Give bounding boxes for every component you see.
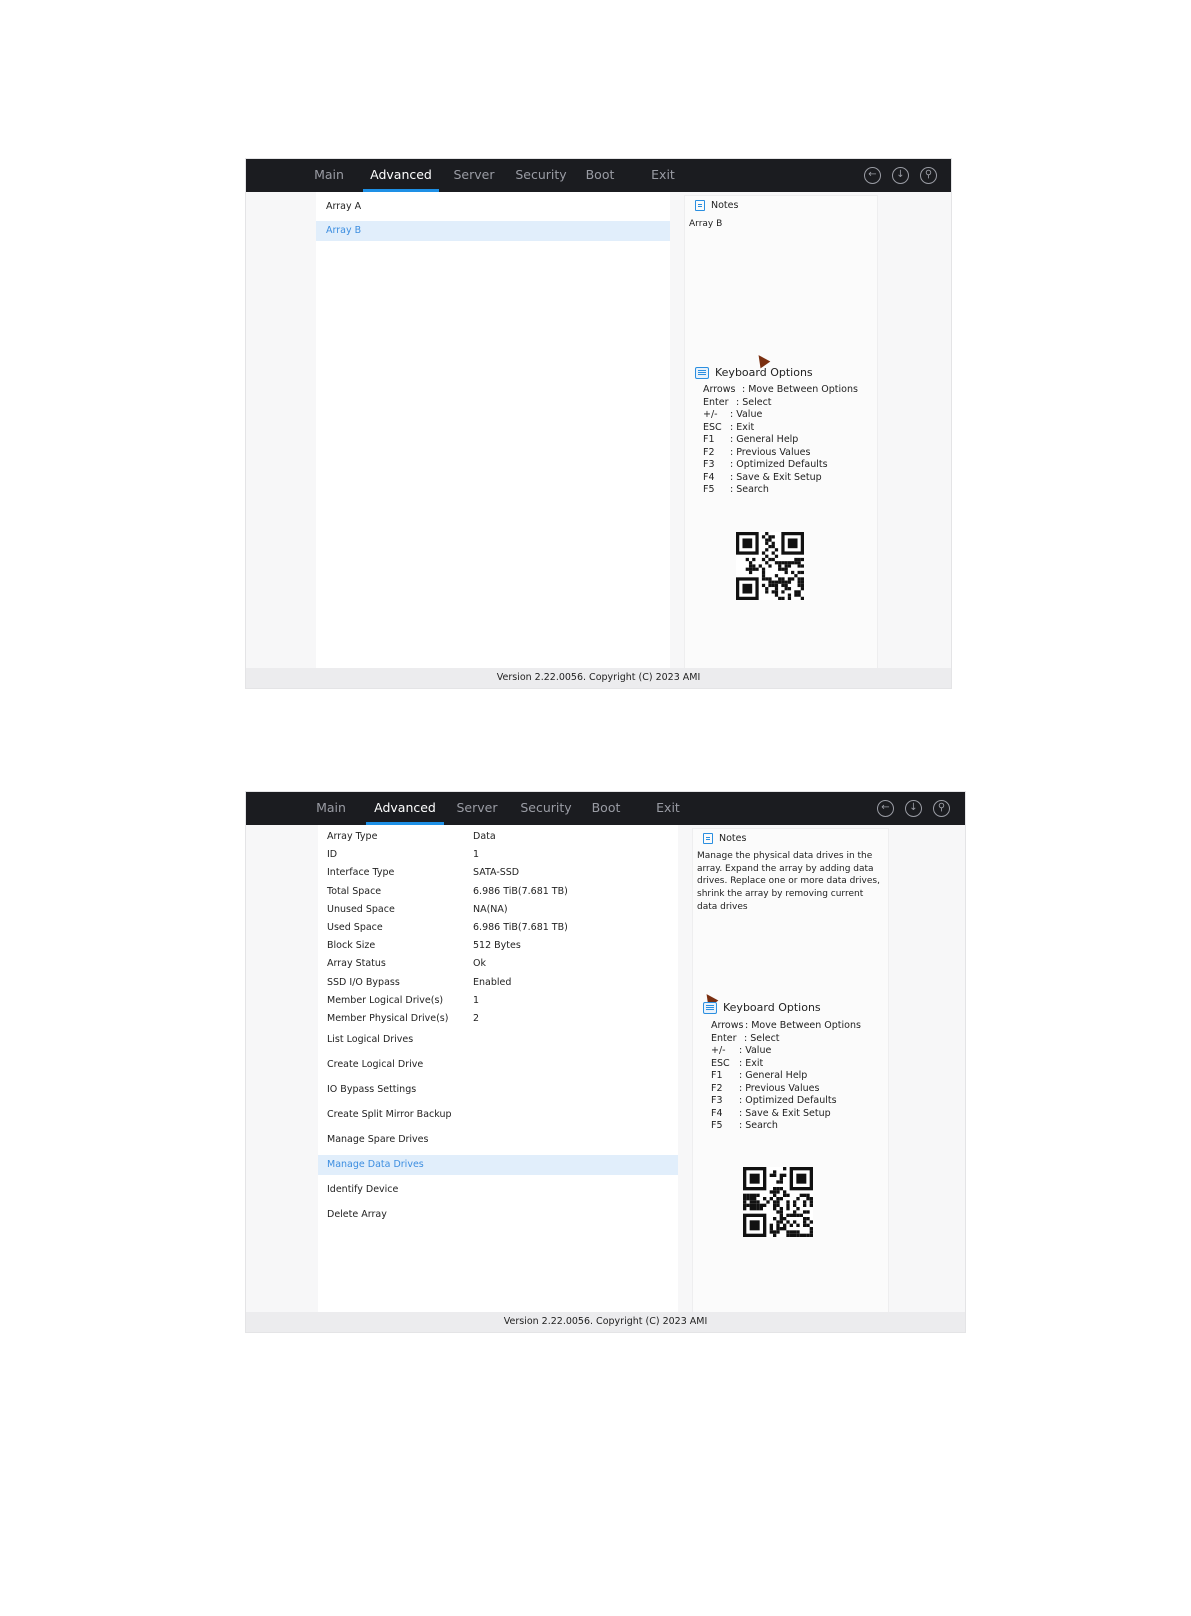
keyboard-icon	[703, 1002, 717, 1014]
top-nav-bar	[246, 159, 951, 192]
kb-desc: : Move Between Options	[742, 384, 858, 395]
tab-main[interactable]: Main	[316, 800, 346, 815]
info-value: 2	[473, 1013, 480, 1024]
info-label: SSD I/O Bypass	[327, 976, 400, 988]
notes-text: Array B	[689, 219, 723, 229]
kb-key: Arrows	[711, 1020, 744, 1031]
keyboard-options-header	[703, 1001, 821, 1014]
tab-boot[interactable]: Boot	[591, 800, 621, 815]
kb-desc: : Search	[739, 1120, 778, 1131]
kb-row-f4	[711, 1108, 861, 1121]
info-value: NA(NA)	[473, 903, 508, 915]
info-label: Used Space	[327, 922, 383, 933]
kb-row-f4	[703, 472, 858, 485]
back-icon[interactable]: ←	[864, 167, 881, 184]
kb-row-f3	[711, 1095, 861, 1108]
kb-key: Enter	[711, 1032, 737, 1044]
notes-line: Manage the physical data drives in the	[697, 851, 873, 861]
tab-security[interactable]: Security	[515, 167, 567, 182]
info-label: Member Physical Drive(s)	[327, 1013, 449, 1024]
kb-row-f3	[703, 459, 858, 472]
tab-exit[interactable]: Exit	[651, 167, 675, 182]
qr-code	[736, 532, 804, 600]
kb-key: F5	[711, 1120, 723, 1131]
search-icon[interactable]: ⚲	[920, 167, 937, 184]
kb-desc: : Save & Exit Setup	[730, 471, 822, 483]
link-manage-spare-drives[interactable]: Manage Spare Drives	[327, 1134, 429, 1145]
version-footer: Version 2.22.0056. Copyright (C) 2023 AMI	[246, 1312, 965, 1332]
kb-key: F1	[703, 434, 715, 445]
info-value: 512 Bytes	[473, 940, 521, 952]
kb-row-enter	[711, 1033, 861, 1046]
tab-server[interactable]: Server	[453, 167, 495, 182]
kb-desc: : Save & Exit Setup	[739, 1107, 831, 1119]
info-label: Unused Space	[327, 903, 395, 915]
tab-exit[interactable]: Exit	[656, 800, 680, 815]
notes-line: data drives	[697, 901, 748, 912]
info-value: Enabled	[473, 976, 512, 988]
kb-row-f5	[703, 484, 858, 497]
kb-key: F3	[711, 1095, 723, 1106]
kb-row-f1	[711, 1070, 861, 1083]
info-value: SATA-SSD	[473, 867, 520, 879]
kb-key: F4	[703, 471, 715, 483]
notes-title: Notes	[719, 833, 747, 844]
list-item-array-a[interactable]: Array A	[326, 201, 362, 212]
bios-screen-array-details	[245, 791, 966, 1333]
kb-row-value	[711, 1045, 861, 1058]
notes-line: shrink the array by removing current	[697, 889, 864, 900]
kb-key: F1	[711, 1070, 723, 1081]
notes-title: Notes	[711, 200, 739, 211]
info-value: 6.986 TiB(7.681 TB)	[473, 885, 568, 897]
kb-key: ESC	[711, 1057, 730, 1069]
kb-key: +/-	[711, 1045, 726, 1056]
notes-icon	[703, 833, 713, 844]
info-label: ID	[327, 849, 338, 861]
kb-key: F2	[703, 446, 715, 458]
kb-key: F2	[711, 1082, 723, 1094]
keyboard-options-list	[703, 384, 858, 497]
kb-key: ESC	[703, 421, 722, 433]
keyboard-options-title: Keyboard Options	[715, 366, 813, 379]
keyboard-icon	[695, 367, 709, 379]
link-io-bypass-settings[interactable]: IO Bypass Settings	[327, 1084, 417, 1095]
kb-row-value	[703, 409, 858, 422]
kb-row-f5	[711, 1120, 861, 1133]
kb-desc: : Previous Values	[739, 1082, 820, 1094]
kb-desc: : Optimized Defaults	[730, 459, 828, 470]
tab-advanced[interactable]: Advanced	[363, 159, 439, 192]
notes-text	[697, 850, 885, 914]
kb-row-arrows	[711, 1020, 861, 1033]
notes-line: array. Expand the array by adding data	[697, 863, 874, 874]
info-value: 1	[473, 994, 480, 1006]
link-delete-array[interactable]: Delete Array	[327, 1209, 387, 1220]
link-create-logical-drive[interactable]: Create Logical Drive	[327, 1059, 424, 1070]
tab-advanced[interactable]: Advanced	[366, 792, 444, 825]
kb-key: F4	[711, 1107, 723, 1119]
kb-row-esc	[711, 1058, 861, 1071]
kb-key: Enter	[703, 396, 729, 408]
array-list-pane	[316, 192, 670, 670]
info-label: Member Logical Drive(s)	[327, 994, 444, 1006]
top-nav-bar	[246, 792, 965, 825]
kb-desc: : Previous Values	[730, 446, 811, 458]
kb-desc: : Exit	[730, 421, 755, 433]
link-manage-data-drives[interactable]: Manage Data Drives	[318, 1155, 678, 1175]
kb-key: +/-	[703, 409, 718, 420]
kb-key: F5	[703, 484, 715, 495]
kb-desc: : Move Between Options	[745, 1020, 861, 1031]
kb-desc: : Search	[730, 484, 769, 495]
notes-icon	[695, 200, 705, 211]
search-icon[interactable]: ⚲	[933, 800, 950, 817]
save-icon[interactable]: ↓	[892, 167, 909, 184]
tab-server[interactable]: Server	[456, 800, 498, 815]
link-create-split-mirror-backup[interactable]: Create Split Mirror Backup	[327, 1109, 452, 1120]
link-identify-device[interactable]: Identify Device	[327, 1184, 399, 1195]
tab-boot[interactable]: Boot	[585, 167, 615, 182]
info-value: 1	[473, 849, 480, 861]
kb-desc: : Exit	[739, 1057, 764, 1069]
info-value: 6.986 TiB(7.681 TB)	[473, 922, 568, 933]
kb-desc: : Select	[736, 396, 772, 408]
kb-row-f2	[711, 1083, 861, 1096]
notes-header	[695, 200, 738, 211]
kb-desc: : Optimized Defaults	[739, 1095, 837, 1106]
kb-desc: : Value	[730, 409, 763, 420]
list-item-array-b[interactable]: Array B	[316, 221, 670, 241]
kb-desc: : Select	[744, 1032, 780, 1044]
bios-screen-array-list	[245, 158, 952, 689]
kb-row-f1	[703, 434, 858, 447]
info-value: Ok	[473, 958, 486, 970]
info-value: Data	[473, 831, 496, 842]
notes-header	[703, 833, 746, 844]
info-label: Interface Type	[327, 867, 395, 879]
kb-row-enter	[703, 397, 858, 410]
info-label: Array Type	[327, 831, 378, 842]
array-details-pane	[318, 825, 678, 1314]
kb-desc: : General Help	[739, 1070, 808, 1081]
keyboard-options-title: Keyboard Options	[723, 1001, 821, 1014]
tab-main[interactable]: Main	[314, 167, 344, 182]
link-list-logical-drives[interactable]: List Logical Drives	[327, 1034, 414, 1045]
keyboard-options-header	[695, 366, 813, 379]
version-footer: Version 2.22.0056. Copyright (C) 2023 AMI	[246, 668, 951, 688]
kb-row-esc	[703, 422, 858, 435]
info-label: Block Size	[327, 940, 376, 952]
kb-key: F3	[703, 459, 715, 470]
kb-desc: : Value	[739, 1045, 772, 1056]
help-pane	[684, 195, 878, 670]
qr-code	[743, 1167, 813, 1237]
info-label: Total Space	[327, 885, 382, 897]
save-icon[interactable]: ↓	[905, 800, 922, 817]
back-icon[interactable]: ←	[877, 800, 894, 817]
keyboard-options-list	[711, 1020, 861, 1133]
help-pane	[692, 828, 889, 1314]
kb-desc: : General Help	[730, 434, 799, 445]
info-label: Array Status	[327, 958, 386, 970]
notes-line: drives. Replace one or more data drives,	[697, 876, 880, 887]
kb-row-f2	[703, 447, 858, 460]
kb-row-arrows	[703, 384, 858, 397]
kb-key: Arrows	[703, 384, 736, 395]
tab-security[interactable]: Security	[520, 800, 572, 815]
